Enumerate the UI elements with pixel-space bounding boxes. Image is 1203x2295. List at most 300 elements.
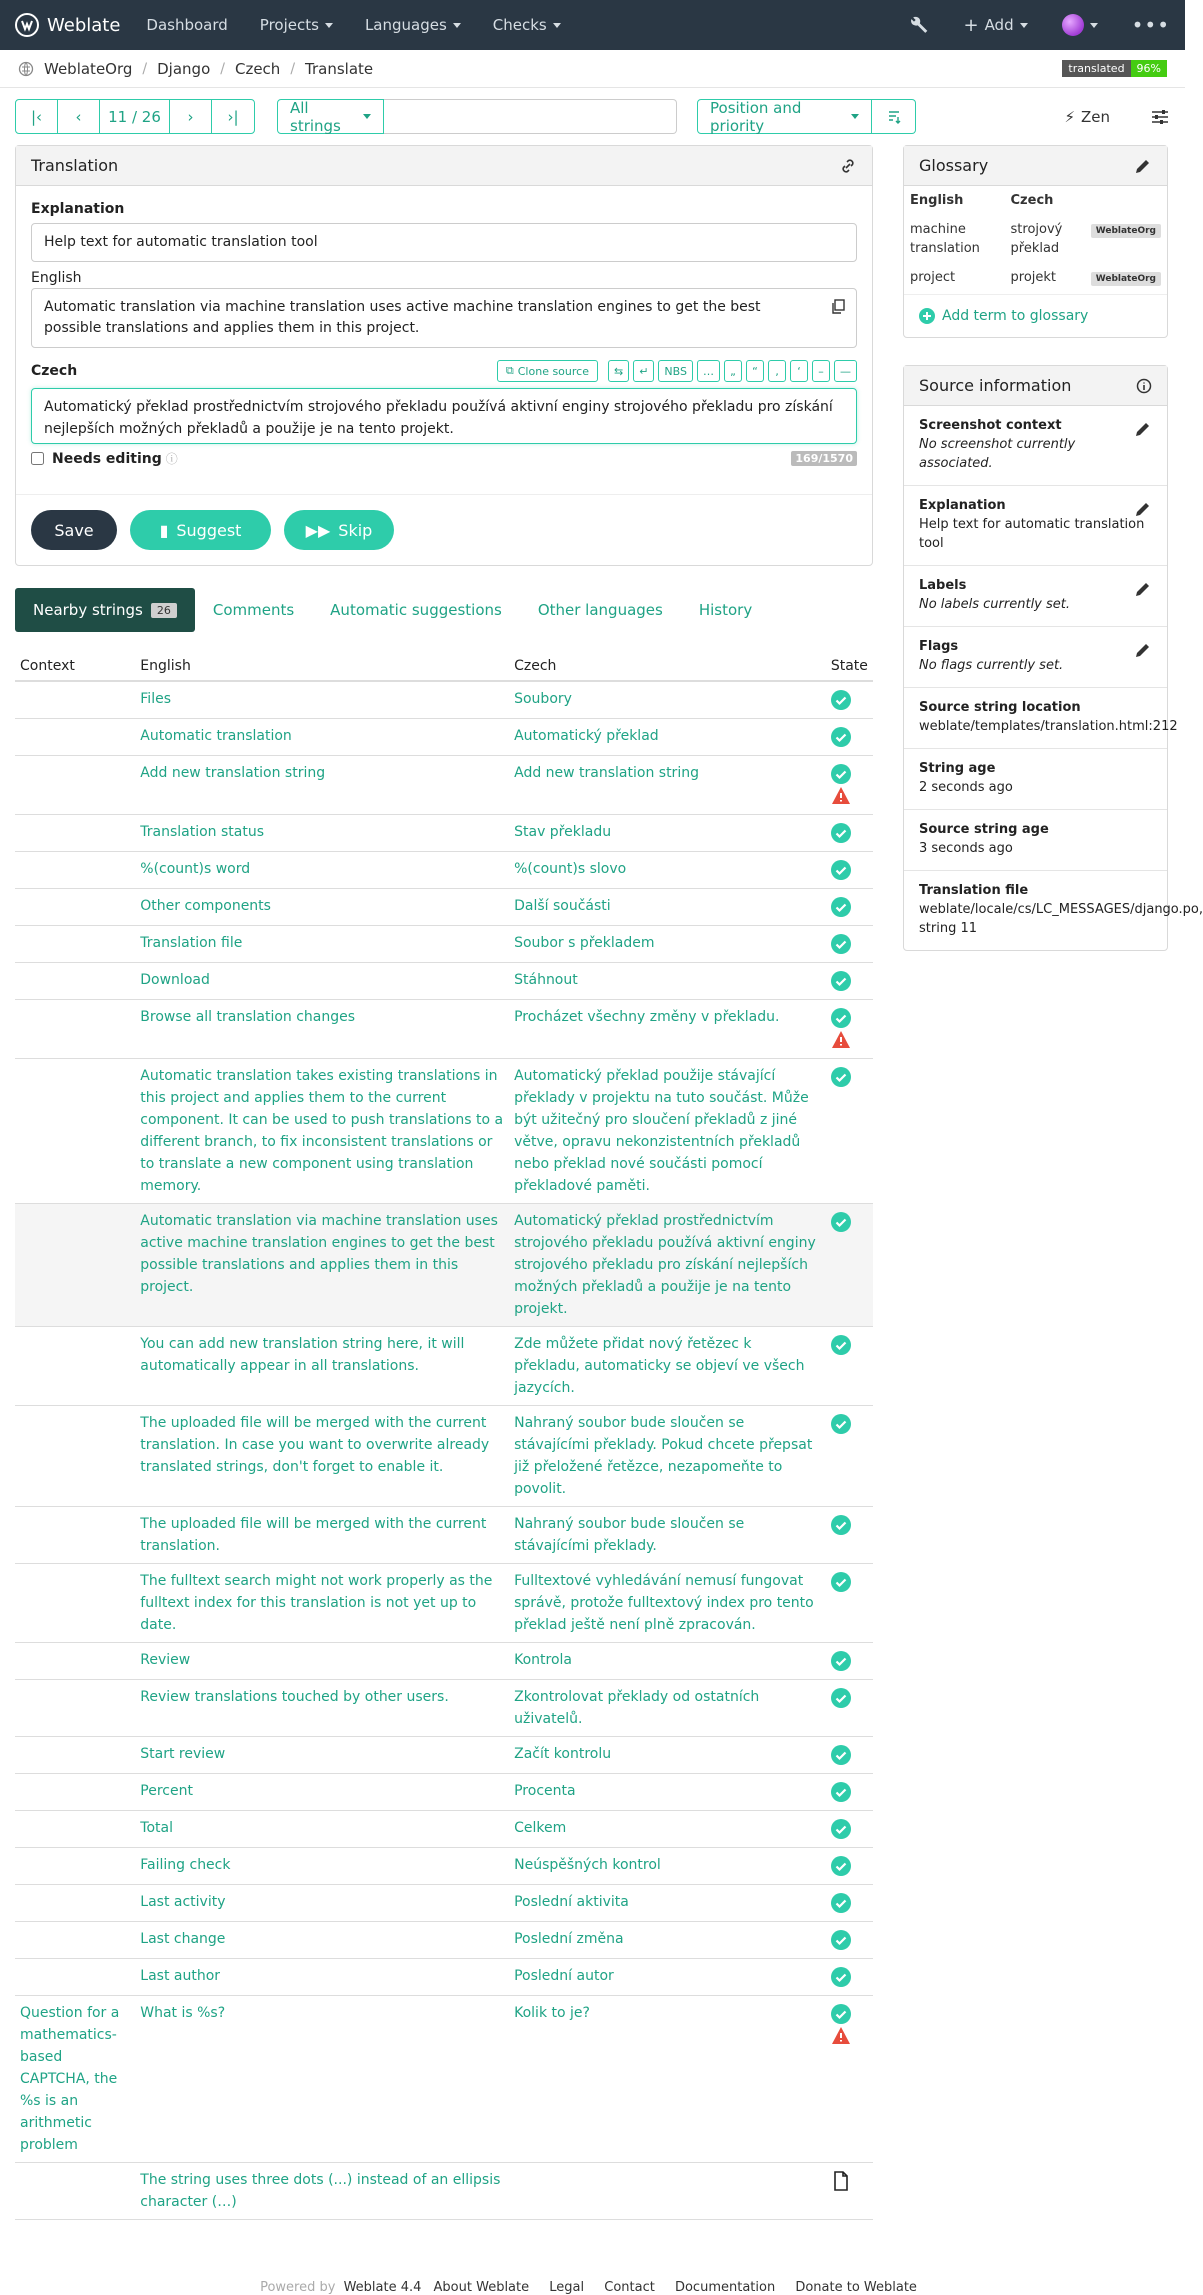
row-context <box>15 719 135 756</box>
row-context <box>15 1000 135 1059</box>
row-english[interactable]: The fulltext search might not work properly as the fulltext index for this translation is not yet up to date. <box>135 1564 509 1643</box>
tab-automatic-suggestions[interactable]: Automatic suggestions <box>330 601 502 619</box>
warning-icon <box>831 1030 851 1050</box>
pencil-icon[interactable] <box>1134 641 1152 659</box>
row-english[interactable]: Review <box>135 1643 509 1680</box>
breadcrumb-language[interactable]: Czech <box>234 59 281 78</box>
settings-sliders-icon[interactable] <box>1150 107 1170 127</box>
badge-label: translated <box>1062 60 1130 77</box>
row-english[interactable]: The uploaded file will be merged with the current translation. <box>135 1507 509 1564</box>
table-row[interactable] <box>15 1811 873 1848</box>
check-circle-icon <box>831 1515 851 1535</box>
table-row[interactable] <box>15 852 873 889</box>
row-state <box>826 2163 873 2220</box>
tab-other-languages[interactable]: Other languages <box>537 601 663 619</box>
glossary-col-english: English <box>910 193 964 208</box>
nav-languages-label: Languages <box>364 16 447 34</box>
row-context <box>15 1737 135 1774</box>
zen-button[interactable] <box>1064 108 1110 126</box>
check-circle-icon <box>831 1572 851 1592</box>
needs-editing-input[interactable] <box>31 452 44 465</box>
table-row[interactable] <box>15 1774 873 1811</box>
row-czech[interactable]: Stav překladu <box>509 815 826 852</box>
source-info-item <box>904 871 1203 950</box>
row-czech[interactable]: Nahraný soubor bude sloučen se stávajícími překlady. Pokud chcete přepsat již přeložené řetězce, nezapomeňte to povolit. <box>509 1406 826 1507</box>
warning-icon <box>831 786 851 806</box>
tab-nearby-strings[interactable] <box>15 588 195 632</box>
check-circle-icon <box>831 727 851 747</box>
source-info-item-value: weblate/templates/translation.html:212 <box>919 719 1178 734</box>
row-czech[interactable]: Stáhnout <box>509 963 826 1000</box>
source-string-text: Automatic translation via machine translation uses active machine translation engines to get the best possible translations and applies them in this project. <box>44 299 761 336</box>
table-row[interactable] <box>15 719 873 756</box>
source-info-item <box>904 749 1167 810</box>
row-state <box>826 1507 873 1564</box>
source-info-item-value: No labels currently set. <box>919 597 1071 612</box>
row-czech[interactable]: Procenta <box>509 1774 826 1811</box>
check-circle-icon <box>831 1008 851 1028</box>
footer-link[interactable]: About Weblate <box>433 2280 530 2295</box>
glossary-term-cs: projekt <box>1010 270 1057 285</box>
char-button-nbsp[interactable]: NBS <box>658 360 693 382</box>
filter-label: All strings <box>290 98 341 135</box>
row-english[interactable]: Download <box>135 963 509 1000</box>
row-context <box>15 815 135 852</box>
row-czech[interactable]: Zde můžete přidat nový řetězec k překladu, automaticky se objeví ve všech jazycích. <box>509 1327 826 1406</box>
nav-add-label: Add <box>984 16 1014 34</box>
row-context <box>15 2163 135 2220</box>
clone-source-label: Clone source <box>517 364 589 378</box>
row-english[interactable]: Browse all translation changes <box>135 1000 509 1059</box>
first-string-button[interactable]: |‹ <box>16 100 58 133</box>
suggest-icon: ▮ <box>159 520 169 540</box>
nearby-count-badge: 26 <box>151 603 177 618</box>
nav-checks-label: Checks <box>492 16 547 34</box>
source-info-header <box>904 366 1167 406</box>
row-english[interactable]: Automatic translation <box>135 719 509 756</box>
row-state <box>826 852 873 889</box>
row-czech[interactable]: Další součásti <box>509 889 826 926</box>
char-button-em-dash[interactable]: — <box>834 360 857 382</box>
row-english[interactable]: Translation status <box>135 815 509 852</box>
table-row[interactable] <box>15 889 873 926</box>
glossary-panel <box>903 145 1168 338</box>
table-row[interactable] <box>15 1959 873 1996</box>
search-input[interactable] <box>384 99 677 134</box>
english-label: English <box>31 270 82 286</box>
character-counter: 169/1570 <box>791 451 857 466</box>
char-button-ellipsis[interactable]: … <box>697 360 720 382</box>
navigation-buttons <box>15 99 255 134</box>
pencil-icon[interactable] <box>1134 500 1152 518</box>
pencil-icon[interactable] <box>1134 157 1152 175</box>
row-context <box>15 852 135 889</box>
caret-down-icon <box>325 23 333 28</box>
brand[interactable] <box>15 13 120 37</box>
table-row[interactable] <box>15 1564 873 1643</box>
footer-powered-by: Powered by <box>260 2280 336 2295</box>
row-english[interactable]: Percent <box>135 1774 509 1811</box>
check-circle-icon <box>831 823 851 843</box>
char-button-tab[interactable]: ⇆ <box>608 360 629 382</box>
glossary-title: Glossary <box>919 156 989 175</box>
row-state <box>826 1406 873 1507</box>
footer-link[interactable]: Legal <box>549 2280 585 2295</box>
source-information-panel <box>903 365 1203 951</box>
weblate-logo-icon <box>15 13 39 37</box>
user-menu[interactable] <box>1062 14 1098 36</box>
row-english[interactable]: Translation file <box>135 926 509 963</box>
row-context <box>15 1507 135 1564</box>
table-row[interactable] <box>15 756 873 815</box>
row-english[interactable]: The uploaded file will be merged with the current translation. In case you want to overwrite already translated strings, don't forget to enable it. <box>135 1406 509 1507</box>
translation-textarea[interactable]: Automatický překlad prostřednictvím strojového překladu používá aktivní enginy strojového překladu pro získání nejlepších možných překladů a použije je na tento projekt. <box>31 388 857 444</box>
glossary-tag-cell <box>1085 215 1167 263</box>
row-context <box>15 1885 135 1922</box>
row-czech[interactable]: Kontrola <box>509 1643 826 1680</box>
next-string-button[interactable]: › <box>170 100 212 133</box>
row-state <box>826 1737 873 1774</box>
footer-link[interactable]: Donate to Weblate <box>795 2280 917 2295</box>
row-context: Question for a mathematics-based CAPTCHA, the %s is an arithmetic problem <box>15 1996 135 2163</box>
row-english[interactable]: Other components <box>135 889 509 926</box>
check-circle-icon <box>831 1414 851 1434</box>
check-circle-icon <box>831 1745 851 1765</box>
glossary-tag-cell <box>1085 263 1167 294</box>
breadcrumb-translate[interactable]: Translate <box>305 59 374 78</box>
row-state <box>826 1000 873 1059</box>
row-czech[interactable]: Automatický překlad použije stávající překlady v projektu na tuto součást. Může být užitečný pro sloučení překladů z jiné větve, opravu nekonzistentních překladů nebo překlad nové součásti pomocí překladové paměti. <box>509 1059 826 1204</box>
table-row[interactable] <box>15 2163 873 2220</box>
breadcrumb-separator: / <box>220 60 225 77</box>
table-row[interactable] <box>15 1737 873 1774</box>
nav-projects-label: Projects <box>259 16 319 34</box>
row-context <box>15 1406 135 1507</box>
char-button-high-single-quote[interactable]: ‘ <box>790 360 808 382</box>
table-row[interactable] <box>15 963 873 1000</box>
row-english[interactable]: Review translations touched by other users. <box>135 1680 509 1737</box>
avatar <box>1062 14 1084 36</box>
glossary-term-cs: strojový překlad <box>1010 222 1063 256</box>
row-state <box>826 1848 873 1885</box>
row-english[interactable]: Automatic translation via machine translation uses active machine translation engines to get the best possible translations and applies them in this project. <box>135 1204 509 1327</box>
tab-comments[interactable]: Comments <box>212 601 295 619</box>
row-state <box>826 681 873 719</box>
check-circle-icon <box>831 934 851 954</box>
row-context <box>15 1774 135 1811</box>
wrench-icon[interactable] <box>909 15 929 35</box>
glossary-term-en: project <box>910 270 956 285</box>
source-info-item-title: Source string age <box>919 822 1049 837</box>
breadcrumb-separator: / <box>290 60 296 77</box>
nav-checks[interactable] <box>493 16 561 34</box>
source-info-item-value: 3 seconds ago <box>919 841 1013 856</box>
last-string-button[interactable]: ›| <box>227 107 239 126</box>
row-context <box>15 889 135 926</box>
link-icon[interactable] <box>839 157 857 175</box>
nav-languages[interactable] <box>365 16 461 34</box>
table-row[interactable] <box>15 1327 873 1406</box>
plus-circle-icon <box>918 307 936 325</box>
table-row[interactable] <box>15 1996 873 2163</box>
copy-icon[interactable] <box>830 299 846 315</box>
row-state <box>826 1922 873 1959</box>
translation-panel <box>15 145 873 566</box>
char-button-newline[interactable]: ↵ <box>633 360 654 382</box>
caret-down-icon <box>1020 23 1028 28</box>
table-row[interactable] <box>15 1000 873 1059</box>
footer-version-link[interactable]: Weblate 4.4 <box>343 2280 422 2295</box>
breadcrumb-separator: / <box>142 60 148 77</box>
row-english[interactable]: %(count)s word <box>135 852 509 889</box>
row-state <box>826 1564 873 1643</box>
caret-down-icon <box>1090 23 1098 28</box>
char-button-low-single-quote[interactable]: ‚ <box>768 360 786 382</box>
row-czech[interactable]: Poslední změna <box>509 1922 826 1959</box>
row-state <box>826 963 873 1000</box>
info-icon[interactable] <box>1136 378 1152 394</box>
row-english[interactable]: Last change <box>135 1922 509 1959</box>
row-czech[interactable] <box>509 2163 826 2220</box>
warning-icon <box>831 2026 851 2046</box>
row-context <box>15 756 135 815</box>
source-info-item-title: Screenshot context <box>919 418 1062 433</box>
row-czech[interactable]: Soubor s překladem <box>509 926 826 963</box>
check-circle-icon <box>831 1335 851 1355</box>
needs-editing-label: Needs editing <box>52 450 162 467</box>
brand-name: Weblate <box>47 14 121 36</box>
source-info-item-title: Flags <box>919 639 959 654</box>
row-czech[interactable]: Automatický překlad <box>509 719 826 756</box>
nav-projects[interactable] <box>260 16 333 34</box>
tab-nearby-label: Nearby strings <box>33 601 143 619</box>
save-button[interactable]: Save <box>31 510 117 550</box>
row-state <box>826 719 873 756</box>
lightning-icon: ⚡ <box>1064 107 1075 126</box>
clone-icon: ⧉ <box>505 364 514 377</box>
source-info-item <box>904 688 1178 749</box>
char-button-high-quote[interactable]: “ <box>746 360 764 382</box>
breadcrumb-project[interactable]: WeblateOrg <box>44 59 133 78</box>
pencil-icon[interactable] <box>1134 420 1152 438</box>
caret-down-icon <box>363 114 371 119</box>
check-circle-icon <box>831 1967 851 1987</box>
table-row[interactable] <box>15 1922 873 1959</box>
row-context <box>15 1811 135 1848</box>
pencil-icon[interactable] <box>1134 580 1152 598</box>
row-english[interactable]: Failing check <box>135 1848 509 1885</box>
nav-dashboard[interactable]: Dashboard <box>146 16 228 34</box>
row-state <box>826 756 873 815</box>
row-english[interactable]: Last author <box>135 1959 509 1996</box>
main-content <box>0 145 1203 2220</box>
tab-history[interactable]: History <box>698 601 753 619</box>
row-context <box>15 1327 135 1406</box>
table-row[interactable] <box>15 1680 873 1737</box>
row-english[interactable]: Add new translation string <box>135 756 509 815</box>
table-row[interactable] <box>15 1406 873 1507</box>
check-circle-icon <box>831 2004 851 2024</box>
row-context <box>15 1059 135 1204</box>
column-header-czech: Czech <box>509 652 826 681</box>
row-english[interactable]: Files <box>135 681 509 719</box>
table-body <box>15 681 873 2220</box>
check-circle-icon <box>831 1651 851 1671</box>
char-button-en-dash[interactable]: – <box>812 360 830 382</box>
zen-label: Zen <box>1080 107 1110 126</box>
row-czech[interactable]: Nahraný soubor bude sloučen se stávajícími překlady. <box>509 1507 826 1564</box>
table-row[interactable] <box>15 1848 873 1885</box>
row-czech[interactable]: Poslední aktivita <box>509 1885 826 1922</box>
row-state <box>826 1680 873 1737</box>
table-row[interactable] <box>15 815 873 852</box>
glossary-row <box>904 215 1167 263</box>
check-circle-icon <box>831 1688 851 1708</box>
row-state <box>826 1885 873 1922</box>
source-info-title: Source information <box>919 376 1072 395</box>
row-english[interactable]: You can add new translation string here, it will automatically appear in all translations. <box>135 1327 509 1406</box>
skip-label: Skip <box>338 520 373 540</box>
table-row[interactable] <box>15 681 873 719</box>
source-info-item-title: String age <box>919 761 996 776</box>
source-string-field <box>31 288 857 348</box>
row-state <box>826 1774 873 1811</box>
suggest-label: Suggest <box>176 520 242 540</box>
table-row[interactable] <box>15 926 873 963</box>
row-state <box>826 1996 873 2163</box>
previous-string-button[interactable]: ‹ <box>58 100 100 133</box>
source-info-item-value: 2 seconds ago <box>919 780 1013 795</box>
row-czech[interactable]: Začít kontrolu <box>509 1737 826 1774</box>
footer <box>0 2280 1185 2295</box>
row-context <box>15 1204 135 1327</box>
right-column <box>903 145 1203 2220</box>
table-header-row <box>15 652 873 681</box>
explanation-field: Help text for automatic translation tool <box>31 223 857 262</box>
source-info-item <box>904 406 1167 486</box>
row-czech[interactable]: Automatický překlad prostřednictvím strojového překladu používá aktivní enginy strojového překladu pro získání nejlepších možných překladů a použije je na tento projekt. <box>509 1204 826 1327</box>
row-czech[interactable]: Add new translation string <box>509 756 826 815</box>
translation-panel-header <box>16 146 872 186</box>
row-context <box>15 1643 135 1680</box>
row-context <box>15 963 135 1000</box>
row-czech[interactable]: Celkem <box>509 1811 826 1848</box>
check-circle-icon <box>831 897 851 917</box>
row-context <box>15 681 135 719</box>
check-circle-icon <box>831 971 851 991</box>
nav-add[interactable] <box>963 15 1027 36</box>
source-info-item <box>904 627 1167 688</box>
row-state <box>826 1059 873 1204</box>
glossary-table <box>904 186 1167 294</box>
suggest-button[interactable] <box>130 510 271 550</box>
row-context <box>15 1922 135 1959</box>
action-buttons <box>16 494 872 565</box>
left-column <box>15 145 873 2220</box>
translation-panel-title: Translation <box>31 156 119 175</box>
info-icon: ⓘ <box>165 452 178 466</box>
check-circle-icon <box>831 1856 851 1876</box>
row-state <box>826 1204 873 1327</box>
needs-editing-checkbox[interactable] <box>31 450 178 467</box>
translate-toolbar <box>0 88 1185 145</box>
row-english[interactable]: Last activity <box>135 1885 509 1922</box>
column-header-english: English <box>135 652 509 681</box>
detail-tabs <box>15 588 873 632</box>
table-row[interactable] <box>15 1059 873 1204</box>
filter-dropdown[interactable] <box>277 99 384 134</box>
row-english[interactable]: What is %s? <box>135 1996 509 2163</box>
skip-button[interactable] <box>284 510 394 550</box>
table-row[interactable] <box>15 1507 873 1564</box>
row-state <box>826 1959 873 1996</box>
special-chars-toolbar <box>497 360 857 382</box>
sort-dropdown[interactable] <box>697 99 872 134</box>
row-english[interactable]: Start review <box>135 1737 509 1774</box>
char-button-low-quote[interactable]: „ <box>724 360 742 382</box>
row-czech[interactable]: Neúspěšných kontrol <box>509 1848 826 1885</box>
source-info-item <box>904 810 1167 871</box>
glossary-term-en: machine translation <box>910 222 980 256</box>
search-group <box>277 99 677 134</box>
add-term-link[interactable] <box>904 294 1167 337</box>
sort-icon <box>887 110 901 124</box>
source-info-item-title: Explanation <box>919 498 1006 513</box>
more-icon[interactable]: ••• <box>1131 13 1170 37</box>
table-row[interactable] <box>15 1885 873 1922</box>
breadcrumb-component[interactable]: Django <box>157 59 211 78</box>
row-czech[interactable]: Zkontrolovat překlady od ostatních uživatelů. <box>509 1680 826 1737</box>
row-czech[interactable]: Kolik to je? <box>509 1996 826 2163</box>
row-english[interactable]: Automatic translation takes existing translations in this project and applies them to the current component. It can be used to push translations to a different branch, to fix inconsistent translations or to translate a new component using translation memory. <box>135 1059 509 1204</box>
row-czech[interactable]: Poslední autor <box>509 1959 826 1996</box>
row-english[interactable]: Total <box>135 1811 509 1848</box>
clone-source-button[interactable] <box>497 360 598 382</box>
column-header-state: State <box>826 652 873 681</box>
explanation-label: Explanation <box>31 201 125 217</box>
row-english[interactable]: The string uses three dots (...) instead of an ellipsis character (…) <box>135 2163 509 2220</box>
footer-link[interactable]: Documentation <box>674 2280 776 2295</box>
row-state <box>826 926 873 963</box>
sort-direction-button[interactable] <box>872 99 916 134</box>
table-row[interactable] <box>15 1643 873 1680</box>
row-czech[interactable]: Soubory <box>509 681 826 719</box>
source-info-item-value: No flags currently set. <box>919 658 1064 673</box>
row-context <box>15 1564 135 1643</box>
row-czech[interactable]: Procházet všechny změny v překladu. <box>509 1000 826 1059</box>
row-czech[interactable]: Fulltextové vyhledávání nemusí fungovat správě, protože fulltextový index pro tento překlad ještě není plně zpracován. <box>509 1564 826 1643</box>
badge-value: 96% <box>1131 60 1167 77</box>
row-state <box>826 1643 873 1680</box>
top-navbar <box>0 0 1185 50</box>
source-info-list <box>904 406 1203 950</box>
translated-badge[interactable] <box>1062 60 1167 77</box>
row-czech[interactable]: %(count)s slovo <box>509 852 826 889</box>
czech-header-row <box>31 360 857 382</box>
row-context <box>15 926 135 963</box>
check-circle-icon <box>831 1212 851 1232</box>
glossary-header-row <box>904 186 1167 215</box>
caret-down-icon <box>851 114 859 119</box>
source-info-item <box>904 566 1167 627</box>
glossary-tag: WeblateOrg <box>1091 272 1161 286</box>
check-circle-icon <box>831 690 851 710</box>
table-row[interactable] <box>15 1204 873 1327</box>
source-info-item-title: Translation file <box>919 883 1029 898</box>
check-circle-icon <box>831 1819 851 1839</box>
source-info-item-value: No screenshot currently associated. <box>919 437 1076 471</box>
footer-link[interactable]: Contact <box>604 2280 655 2295</box>
